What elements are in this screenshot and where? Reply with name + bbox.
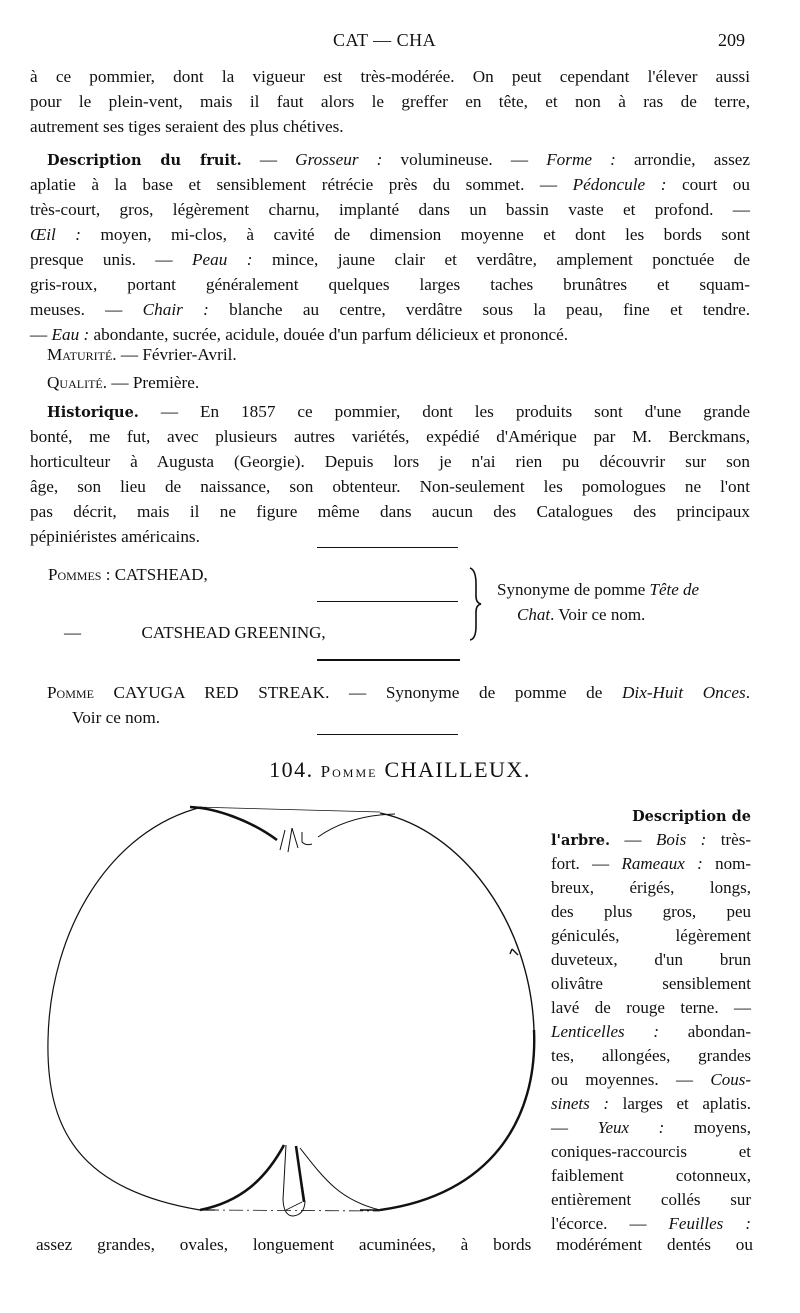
synonym-note — [497, 580, 699, 600]
text-fragment: aplatie à la base et sensiblement rétrécie près du sommet. — — [30, 175, 573, 194]
text-fragment: arrondie, assez — [615, 150, 751, 169]
section-heading: l'arbre. — [551, 832, 611, 849]
lenticel-mark — [510, 949, 518, 955]
text-fragment: très- — [706, 830, 751, 849]
text-fragment: nom- — [702, 854, 751, 873]
text-line: très-court, gros, légèrement charnu, implanté dans un bassin vaste et profond. — — [30, 200, 750, 219]
intro-paragraph — [30, 64, 750, 139]
base-plane-line — [205, 1210, 380, 1211]
apple-outline-right-shadow — [380, 1030, 534, 1210]
page-number: 209 — [718, 30, 745, 50]
text-line — [30, 297, 750, 322]
text-line: entièrement collés sur — [551, 1190, 751, 1209]
text-line — [551, 828, 751, 852]
text-line — [551, 1092, 751, 1116]
text-line: pour le plein-vent, mais il faut alors le greffer en tête, et non à ras de terre, — [30, 92, 750, 111]
field-label: Cous- — [710, 1070, 751, 1089]
text-fragment: . Voir ce nom. — [550, 605, 646, 624]
text-fragment: presque unis. — — [30, 250, 193, 269]
apple-name: CAYUGA RED STREAK. — [93, 683, 330, 702]
field-label: Yeux : — [597, 1118, 665, 1137]
text-line: coniques-raccourcis et — [551, 1142, 751, 1161]
text-fragment: fort. — — [551, 854, 622, 873]
stalk-cavity-left — [200, 1145, 284, 1210]
field-label: Œil : — [30, 225, 81, 244]
apple-outline-left — [48, 807, 215, 1210]
chapter-apple-name: CHAILLEUX. — [384, 757, 531, 782]
text-line: pépiniéristes américains. — [30, 527, 200, 546]
text-line — [551, 1116, 751, 1140]
text-fragment: abondan- — [659, 1022, 751, 1041]
text-line — [30, 147, 750, 172]
synonym-entry-catshead-greening — [64, 623, 326, 643]
field-label: Maturité. — [47, 345, 117, 364]
text-line — [551, 1020, 751, 1044]
cross-reference: Tête de — [649, 580, 700, 599]
stalk-cavity-right — [300, 1148, 380, 1210]
field-label: sinets : — [551, 1094, 609, 1113]
separator-rule — [317, 547, 458, 548]
chapter-title — [0, 757, 800, 783]
text-line — [30, 399, 750, 424]
historique-paragraph — [30, 399, 750, 549]
field-label: Lenticelles : — [551, 1022, 660, 1041]
text-line: duveteux, d'un brun — [551, 950, 751, 969]
text-line: tes, allongées, grandes — [551, 1046, 751, 1065]
text-line: horticulteur à Augusta (Georgie). Depuis lors je n'ai rien pu découvrir sur son — [30, 452, 750, 471]
section-heading: Historique. — [47, 404, 139, 421]
cross-reference: Dix-Huit Onces — [622, 683, 746, 702]
text-line — [30, 370, 750, 395]
eye-plane-line — [195, 807, 380, 812]
text-fragment: — — [551, 1118, 598, 1137]
text-line: Voir ce nom. — [72, 708, 160, 727]
text-fragment: — Synonyme de pomme de — [329, 683, 622, 702]
text-fragment: blanche au centre, verdâtre sous la peau, fine et tendre. — [208, 300, 751, 319]
apple-illustration — [40, 790, 540, 1230]
text-fragment: court ou — [666, 175, 750, 194]
cayuga-entry — [30, 680, 750, 730]
cross-reference: Chat — [517, 605, 551, 624]
text-line: des plus gros, peu — [551, 902, 751, 921]
text-fragment: . — [745, 683, 750, 702]
entry-prefix: Pomme — [47, 683, 94, 702]
text-line: géniculés, légèrement — [551, 926, 751, 945]
stalk-shadow — [296, 1146, 304, 1202]
text-fragment: l'écorce. — — [551, 1214, 669, 1233]
text-line: olivâtre sensiblement — [551, 974, 751, 993]
text-line — [551, 804, 751, 828]
text-fragment: larges et aplatis. — [609, 1094, 751, 1113]
text-line — [30, 222, 750, 247]
entry-prefix: Pommes : — [48, 565, 111, 584]
tree-description — [551, 804, 751, 1236]
text-line: faiblement cotonneux, — [551, 1166, 751, 1185]
maturite-line — [30, 342, 750, 367]
text-fragment: Synonyme de pomme — [497, 580, 650, 599]
field-label: Feuilles : — [668, 1214, 751, 1233]
text-line — [30, 342, 750, 367]
field-label: Grosseur : — [295, 150, 383, 169]
text-line: lavé de rouge terne. — — [551, 998, 751, 1017]
field-label: Forme : — [546, 150, 616, 169]
text-fragment: — — [30, 325, 52, 344]
separator-rule — [317, 659, 460, 661]
stalk-end — [286, 1202, 302, 1210]
field-label: Bois : — [655, 830, 707, 849]
apple-outline-right — [360, 813, 534, 1210]
text-line: autrement ses tiges seraient des plus chétives. — [30, 117, 344, 136]
fruit-description — [30, 147, 750, 347]
section-heading: Description du fruit. — [47, 152, 242, 169]
field-value: — Première. — [107, 373, 200, 392]
eye-cavity-right — [318, 814, 395, 837]
text-line: pas décrit, mais il ne figure même dans aucun des Catalogues des principaux — [30, 502, 750, 521]
qualite-line — [30, 370, 750, 395]
brace-path — [470, 568, 481, 640]
text-fragment: volumineuse. — — [382, 150, 547, 169]
ditto-dash: — — [64, 623, 81, 642]
field-label: Peau : — [192, 250, 253, 269]
text-line: breux, érigés, longs, — [551, 878, 751, 897]
text-fragment: — — [241, 150, 296, 169]
text-line: bonté, me fut, avec plusieurs autres variétés, expédié d'Amérique par M. Berckmans, — [30, 427, 750, 446]
field-label: Rameaux : — [621, 854, 703, 873]
calyx-icon — [280, 828, 312, 852]
apple-name: CATSHEAD, — [114, 565, 208, 584]
text-fragment: abondante, sucrée, acidule, douée d'un parfum délicieux et prononcé. — [89, 325, 569, 344]
text-line — [551, 852, 751, 876]
section-heading: Description de — [632, 808, 751, 825]
field-label: Eau : — [51, 325, 90, 344]
synonym-note-line2 — [517, 605, 645, 625]
text-line — [30, 172, 750, 197]
running-head-title: CAT — CHA — [333, 30, 437, 50]
text-fragment: moyens, — [664, 1118, 751, 1137]
synonym-entry-catshead — [48, 565, 208, 585]
separator-rule — [317, 734, 458, 735]
text-fragment: mince, jaune clair et verdâtre, amplement ponctuée de — [252, 250, 750, 269]
continuation-line: assez grandes, ovales, longuement acuminées, à bords modérément dentés ou — [36, 1235, 753, 1254]
text-fragment: ou moyennes. — — [551, 1070, 711, 1089]
apple-name: CATSHEAD GREENING, — [141, 623, 326, 642]
field-value: — Février-Avril. — [116, 345, 237, 364]
field-label: Pédoncule : — [572, 175, 667, 194]
chapter-prefix: Pomme — [320, 762, 378, 781]
separator-rule — [317, 601, 458, 602]
text-line: gris-roux, portant généralement quelques larges taches brunâtres et squam- — [30, 275, 750, 294]
text-fragment: moyen, mi-clos, à cavité de dimension moyenne et dont les bords sont — [80, 225, 751, 244]
text-line — [30, 247, 750, 272]
eye-cavity-left — [190, 807, 277, 840]
text-line — [551, 1212, 751, 1236]
text-line: âge, son lieu de naissance, son obtenteur. Non-seulement les pomologues ne l'ont — [30, 477, 750, 496]
field-label: Qualité. — [47, 373, 108, 392]
text-line — [551, 1068, 751, 1092]
field-label: Chair : — [142, 300, 209, 319]
text-fragment: meuses. — — [30, 300, 143, 319]
text-fragment: — — [610, 830, 656, 849]
chapter-number: 104. — [269, 757, 314, 782]
brace-icon — [466, 566, 484, 642]
text-line: à ce pommier, dont la vigueur est très-modérée. On peut cependant l'élever aussi — [30, 67, 750, 86]
text-line — [30, 680, 750, 705]
text-fragment: — En 1857 ce pommier, dont les produits sont d'une grande — [138, 402, 750, 421]
